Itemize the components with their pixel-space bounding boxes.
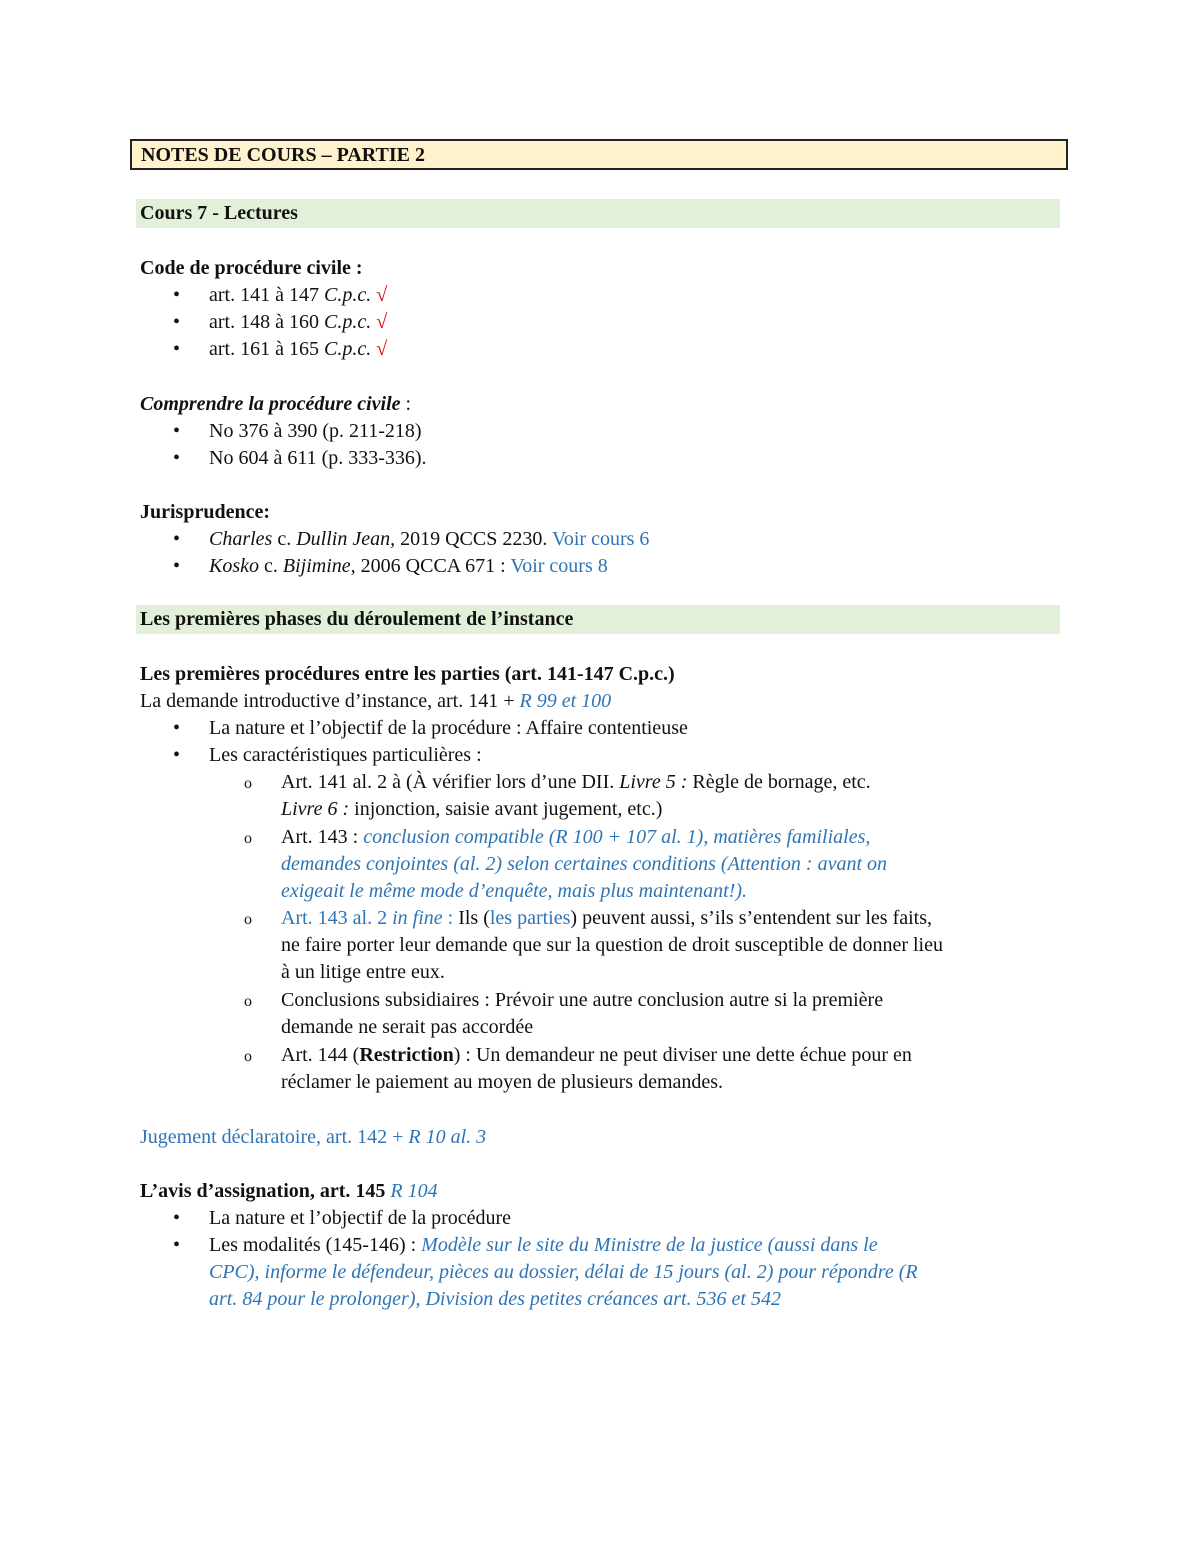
bullet-icon: • (173, 717, 181, 739)
bullet-icon: • (173, 338, 181, 360)
avis-bullet-2-line-1: Les modalités (145-146) : Modèle sur le site du Ministre de la justice (aussi dans le (209, 1234, 878, 1256)
premieres-heading: Les premières procédures entre les parties (art. 141-147 C.p.c.) (140, 663, 675, 685)
sub-item-3-line-3: à un litige entre eux. (281, 961, 445, 983)
sub-item-4-line-1: Conclusions subsidiaires : Prévoir une autre conclusion autre si la première (281, 989, 884, 1011)
sub-item-5-line-1: Art. 144 (Restriction) : Un demandeur ne peut diviser une dette échue pour en (281, 1044, 912, 1066)
bullet-icon: • (173, 311, 181, 333)
sub-item-2-line-2: demandes conjointes (al. 2) selon certaines conditions (Attention : avant on (281, 853, 887, 875)
bullet-icon: • (173, 447, 181, 469)
sub-item-1-line-1: Art. 141 al. 2 à (À vérifier lors d’une DII. Livre 5 : Règle de bornage, etc. (281, 771, 871, 793)
bullet-icon: • (173, 1234, 181, 1256)
bullet-icon: • (173, 1207, 181, 1229)
jugement-declaratoire: Jugement déclaratoire, art. 142 + R 10 al. 3 (140, 1126, 487, 1148)
sub-bullet-icon: o (244, 830, 252, 847)
premieres-bullet-1: La nature et l’objectif de la procédure : Affaire contentieuse (209, 717, 688, 739)
code-heading: Code de procédure civile : (140, 257, 363, 279)
checkmark-icon: √ (371, 284, 388, 306)
sub-bullet-icon: o (244, 775, 252, 792)
sub-item-1-line-2: Livre 6 : injonction, saisie avant jugement, etc.) (281, 798, 663, 820)
code-item-2: art. 148 à 160 C.p.c. √ (209, 311, 388, 333)
checkmark-icon: √ (371, 338, 388, 360)
voir-cours-6-link[interactable]: Voir cours 6 (552, 528, 650, 550)
checkmark-icon: √ (371, 311, 388, 333)
juris-item-2: Kosko c. Bijimine, 2006 QCCA 671 : Voir cours 8 (209, 555, 608, 577)
voir-cours-8-link[interactable]: Voir cours 8 (510, 555, 608, 577)
bullet-icon: • (173, 528, 181, 550)
section-header-premieres-phases: Les premières phases du déroulement de l’instance (136, 605, 1060, 634)
comprendre-item-1: No 376 à 390 (p. 211-218) (209, 420, 422, 442)
premieres-bullet-2: Les caractéristiques particulières : (209, 744, 482, 766)
sub-item-5-line-2: réclamer le paiement au moyen de plusieurs demandes. (281, 1071, 724, 1093)
comprendre-item-2: No 604 à 611 (p. 333-336). (209, 447, 427, 469)
sub-bullet-icon: o (244, 1048, 252, 1065)
sub-bullet-icon: o (244, 911, 252, 928)
premieres-intro: La demande introductive d’instance, art. 141 + R 99 et 100 (140, 690, 612, 712)
avis-bullet-2-line-2: CPC), informe le défendeur, pièces au dossier, délai de 15 jours (al. 2) pour répondre (R (209, 1261, 918, 1283)
sub-item-3-line-2: ne faire porter leur demande que sur la question de droit susceptible de donner lieu (281, 934, 943, 956)
sub-item-2-line-1: Art. 143 : conclusion compatible (R 100 + 107 al. 1), matières familiales, (281, 826, 871, 848)
page-title: NOTES DE COURS – PARTIE 2 (130, 139, 1068, 170)
avis-bullet-2-line-3: art. 84 pour le prolonger), Division des petites créances art. 536 et 542 (209, 1288, 781, 1310)
sub-bullet-icon: o (244, 993, 252, 1010)
bullet-icon: • (173, 555, 181, 577)
code-item-1: art. 141 à 147 C.p.c. √ (209, 284, 388, 306)
code-item-3: art. 161 à 165 C.p.c. √ (209, 338, 388, 360)
juris-heading: Jurisprudence: (140, 501, 270, 523)
juris-item-1: Charles c. Dullin Jean, 2019 QCCS 2230. Voir cours 6 (209, 528, 650, 550)
comprendre-heading: Comprendre la procédure civile : (140, 393, 412, 415)
sub-item-2-line-3: exigeait le même mode d’enquête, mais plus maintenant!). (281, 880, 747, 902)
sub-item-3-line-1: Art. 143 al. 2 in fine : Ils (les parties) peuvent aussi, s’ils s’entendent sur les faits, (281, 907, 932, 929)
section-header-cours7: Cours 7 - Lectures (136, 199, 1060, 228)
sub-item-4-line-2: demande ne serait pas accordée (281, 1016, 534, 1038)
avis-bullet-1: La nature et l’objectif de la procédure (209, 1207, 512, 1229)
bullet-icon: • (173, 284, 181, 306)
bullet-icon: • (173, 744, 181, 766)
bullet-icon: • (173, 420, 181, 442)
avis-heading: L’avis d’assignation, art. 145 R 104 (140, 1180, 438, 1202)
